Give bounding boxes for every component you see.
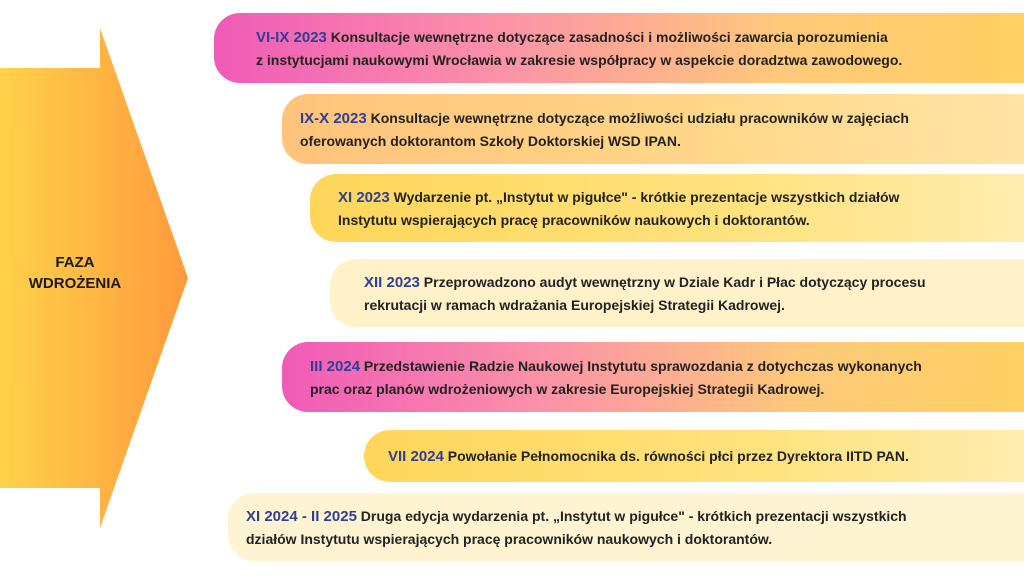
phase-label-line1: FAZA [55,254,95,271]
timeline-item-1 [214,13,1024,83]
timeline-item-6 [364,430,1024,482]
timeline-desc-line1: Powołanie Pełnomocnika ds. równości płci przez Dyrektora IITD PAN. [443,447,909,464]
timeline-item-2 [282,94,1024,164]
timeline-desc-line2: z instytucjami naukowymi Wrocławia w zakresie współpracy w aspekcie doradztwa zawodowego. [256,51,903,68]
timeline-item-text [338,186,899,231]
phase-label [0,252,150,294]
timeline-item-text [364,271,926,316]
timeline-desc-line2: oferowanych doktorantom Szkoły Doktorskiej WSD IPAN. [300,132,681,149]
phase-label-line2: WDROŻENIA [28,275,122,292]
timeline-desc-line1: Przeprowadzono audyt wewnętrzny w Dziale Kadr i Płac dotyczący procesu [419,273,926,290]
timeline-desc-line1: Konsultacje wewnętrzne dotyczące zasadności i możliwości zawarcia porozumienia [326,28,888,45]
timeline-item-3 [310,174,1024,242]
timeline-item-text [256,26,902,71]
timeline-item-text [388,445,909,468]
timeline-date: XI 2024 - II 2025 [246,507,357,525]
timeline-item-4 [330,259,1024,327]
timeline-desc-line2: prac oraz planów wdrożeniowych w zakresie Europejskiej Strategii Kadrowej. [310,380,825,397]
timeline-desc-line2: działów Instytutu wspierających pracę pracowników naukowych i doktorantów. [246,530,773,547]
timeline-date: XII 2023 [364,273,420,291]
timeline-date: III 2024 [310,357,361,375]
timeline-date: IX-X 2023 [300,109,367,127]
timeline-date: XI 2023 [338,188,390,206]
timeline-date: VI-IX 2023 [256,28,327,46]
timeline-item-text [300,107,909,152]
timeline-desc-line1: Wydarzenie pt. „Instytut w pigułce" - krótkie prezentacje wszystkich działów [389,188,900,205]
timeline-item-7 [228,493,1024,561]
timeline-item-5 [282,342,1024,412]
timeline-item-text [310,355,922,400]
timeline-desc-line1: Druga edycja wydarzenia pt. „Instytut w pigułce" - krótkich prezentacji wszystkich [356,507,907,524]
timeline-desc-line2: rekrutacji w ramach wdrażania Europejskiej Strategii Kadrowej. [364,296,785,313]
timeline-desc-line1: Konsultacje wewnętrzne dotyczące możliwości udziału pracowników w zajęciach [366,109,909,126]
timeline-item-text [246,505,907,550]
timeline-desc-line2: Instytutu wspierających pracę pracowników naukowych i doktorantów. [338,211,810,228]
timeline-date: VII 2024 [388,447,444,465]
timeline-desc-line1: Przedstawienie Radzie Naukowej Instytutu sprawozdania z dotychczas wykonanych [360,357,922,374]
